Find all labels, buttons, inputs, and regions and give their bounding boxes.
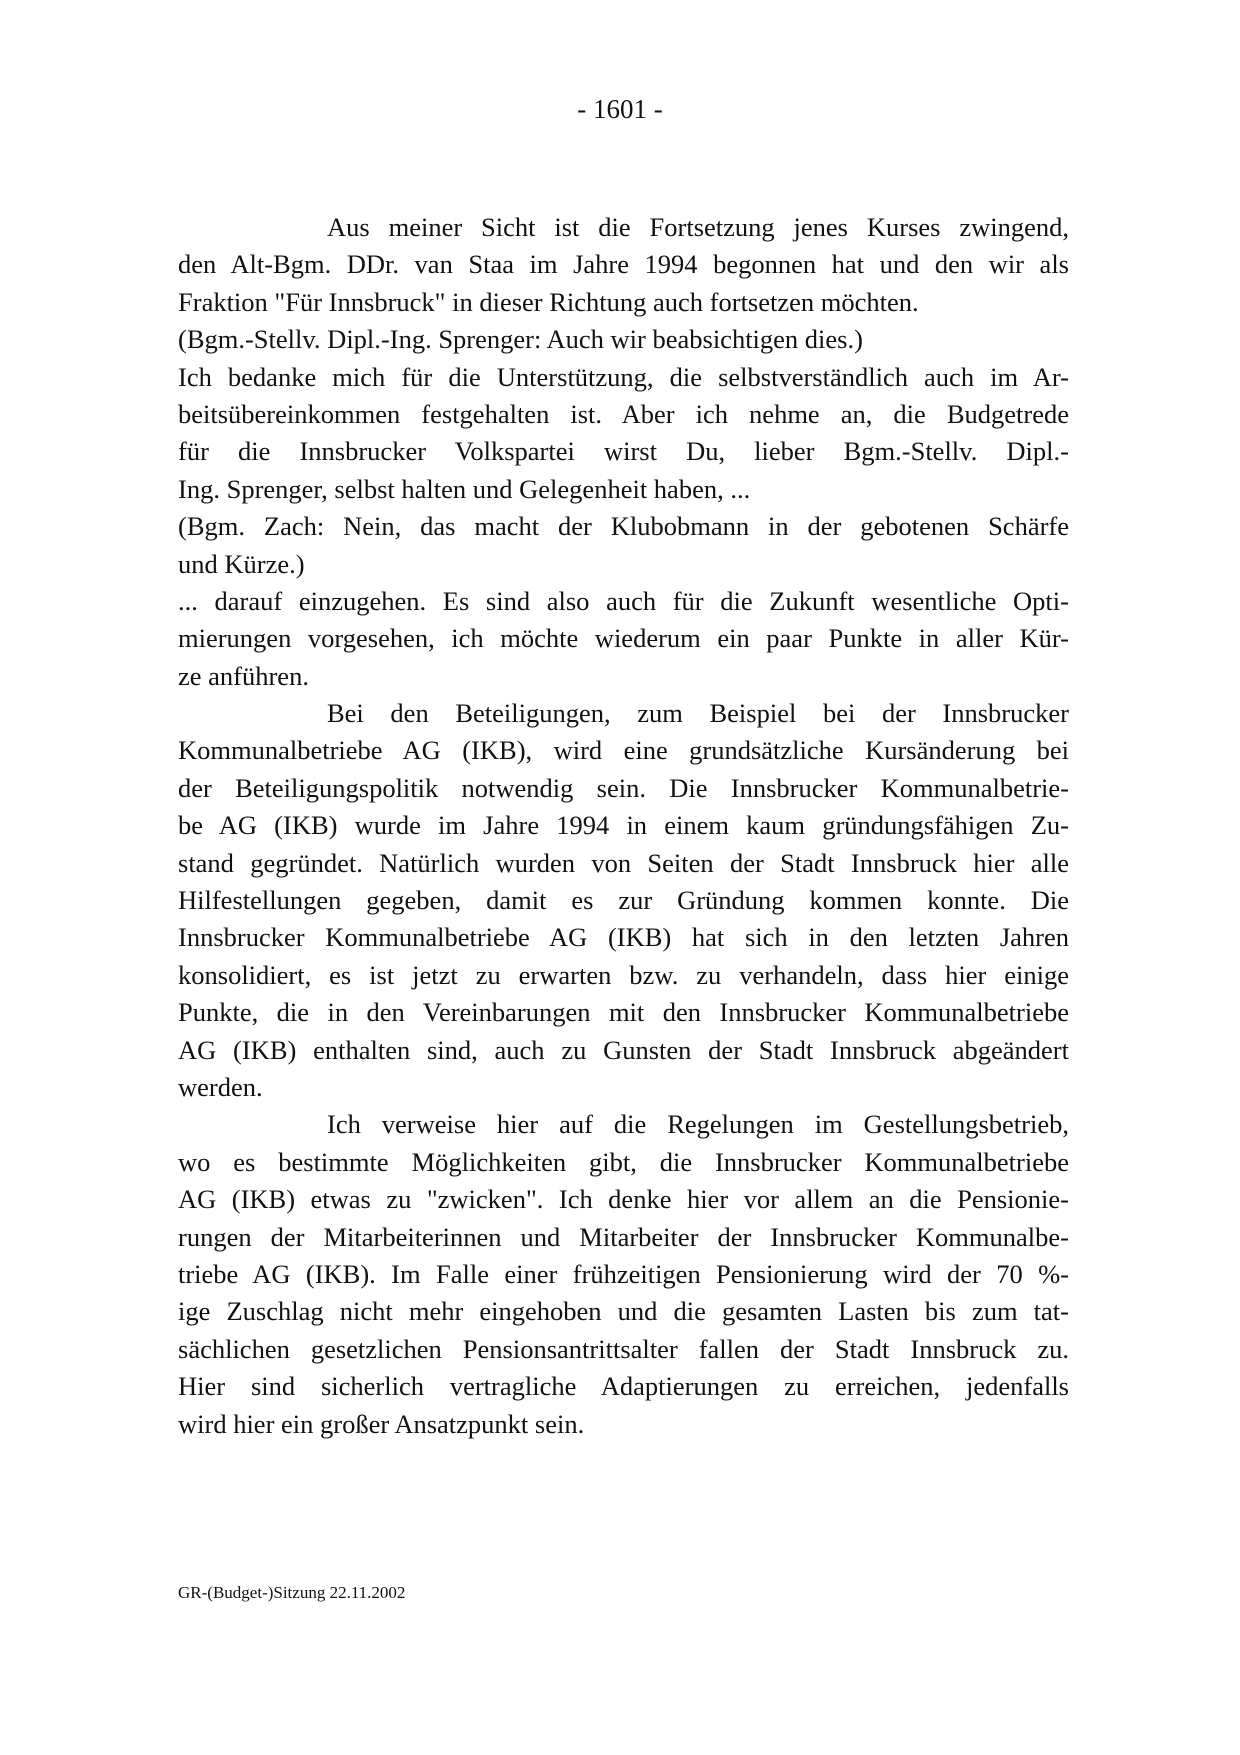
text-line: und Kürze.) bbox=[178, 548, 305, 579]
text-line: be AG (IKB) wurde im Jahre 1994 in einem kaum gründungsfähigen Zu- bbox=[178, 810, 1069, 841]
text-line: ige Zuschlag nicht mehr eingehoben und die gesamten Lasten bis zum tat- bbox=[178, 1296, 1069, 1327]
text-line: Punkte, die in den Vereinbarungen mit den Innsbrucker Kommunalbetriebe bbox=[178, 997, 1069, 1028]
text-line: beitsübereinkommen festgehalten ist. Aber ich nehme an, die Budgetrede bbox=[178, 398, 1069, 429]
text-line: Innsbrucker Kommunalbetriebe AG (IKB) hat sich in den letzten Jahren bbox=[178, 922, 1069, 953]
text-line: für die Innsbrucker Volkspartei wirst Du, lieber Bgm.-Stellv. Dipl.- bbox=[178, 436, 1069, 467]
text-line: Hier sind sicherlich vertragliche Adaptierungen zu erreichen, jedenfalls bbox=[178, 1371, 1069, 1402]
text-line: (Bgm. Zach: Nein, das macht der Klubobmann in der gebotenen Schärfe bbox=[178, 511, 1069, 542]
text-line: stand gegründet. Natürlich wurden von Seiten der Stadt Innsbruck hier alle bbox=[178, 847, 1069, 878]
text-line: mierungen vorgesehen, ich möchte wiederum ein paar Punkte in aller Kür- bbox=[178, 623, 1069, 654]
text-line: sächlichen gesetzlichen Pensionsantrittsalter fallen der Stadt Innsbruck zu. bbox=[178, 1333, 1069, 1364]
text-line: wird hier ein großer Ansatzpunkt sein. bbox=[178, 1408, 585, 1439]
text-line: wo es bestimmte Möglichkeiten gibt, die Innsbrucker Kommunalbetriebe bbox=[178, 1146, 1069, 1177]
text-line: der Beteiligungspolitik notwendig sein. Die Innsbrucker Kommunalbetrie- bbox=[178, 772, 1069, 803]
text-line: werden. bbox=[178, 1071, 263, 1102]
text-line: AG (IKB) etwas zu "zwicken". Ich denke hier vor allem an die Pensionie- bbox=[178, 1184, 1069, 1215]
footer-session-label: GR-(Budget-)Sitzung 22.11.2002 bbox=[178, 1583, 406, 1602]
text-line: AG (IKB) enthalten sind, auch zu Gunsten der Stadt Innsbruck abgeändert bbox=[178, 1034, 1069, 1065]
text-line: Kommunalbetriebe AG (IKB), wird eine grundsätzliche Kursänderung bei bbox=[178, 735, 1069, 766]
text-line: Aus meiner Sicht ist die Fortsetzung jenes Kurses zwingend, bbox=[327, 212, 1069, 242]
text-line: Ich bedanke mich für die Unterstützung, die selbstverständlich auch im Ar- bbox=[178, 361, 1069, 392]
text-line: ze anführen. bbox=[178, 660, 309, 691]
text-line: Fraktion "Für Innsbruck" in dieser Richtung auch fortsetzen möchten. bbox=[178, 286, 919, 317]
text-line: konsolidiert, es ist jetzt zu erwarten bzw. zu verhandeln, dass hier einige bbox=[178, 959, 1069, 990]
text-line: triebe AG (IKB). Im Falle einer frühzeitigen Pensionierung wird der 70 %- bbox=[178, 1258, 1069, 1289]
text-line: Bei den Beteiligungen, zum Beispiel bei der Innsbrucker bbox=[327, 698, 1069, 729]
text-line: rungen der Mitarbeiterinnen und Mitarbeiter der Innsbrucker Kommunalbe- bbox=[178, 1221, 1069, 1252]
text-line: (Bgm.-Stellv. Dipl.-Ing. Sprenger: Auch wir beabsichtigen dies.) bbox=[178, 324, 863, 355]
text-line: Ich verweise hier auf die Regelungen im Gestellungsbetrieb, bbox=[327, 1109, 1069, 1140]
body-text bbox=[178, 209, 1069, 1443]
text-line: Ing. Sprenger, selbst halten und Gelegenheit haben, ... bbox=[178, 473, 751, 504]
text-line: ... darauf einzugehen. Es sind also auch für die Zukunft wesentliche Opti- bbox=[178, 585, 1069, 616]
text-line: Hilfestellungen gegeben, damit es zur Gründung kommen konnte. Die bbox=[178, 885, 1069, 916]
page-number: - 1601 - bbox=[577, 94, 663, 124]
text-line: den Alt-Bgm. DDr. van Staa im Jahre 1994 begonnen hat und den wir als bbox=[178, 249, 1069, 280]
